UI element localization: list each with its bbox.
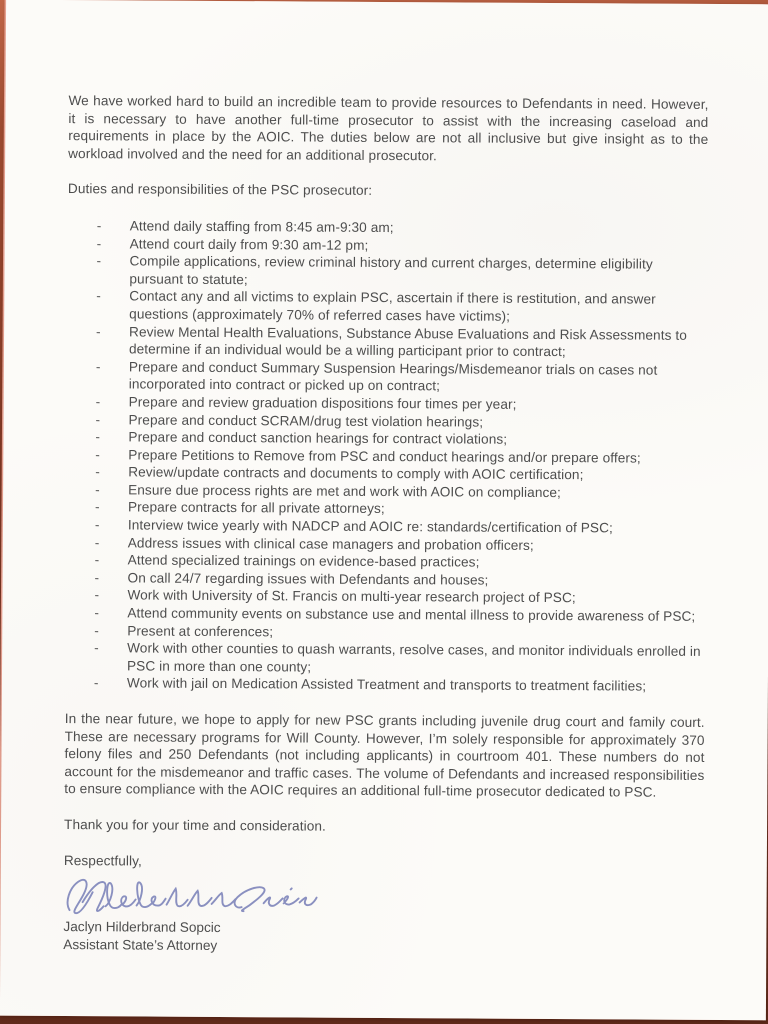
dash-bullet: - bbox=[94, 570, 100, 586]
duty-text: Prepare contracts for all private attorneys; bbox=[127, 499, 385, 517]
dash-bullet: - bbox=[96, 323, 101, 339]
intro-paragraph: We have worked hard to build an incredible team to provide resources to Defendants in need. However, it is necessary to have another full-time prosecutor to assist with the increasing caseload and requirements in place by the AOIC. The duties below are not all inclusive but give insight as to the workload involved and the need for an additional prosecutor. bbox=[68, 93, 709, 164]
duty-text: Review/update contracts and documents to comply with AOIC certification; bbox=[128, 464, 584, 483]
duty-text: Contact any and all victims to explain PSC, ascertain if there is restitution, and answer questions (approximately 70% of referred cases have victims); bbox=[129, 288, 656, 324]
dash-bullet: - bbox=[94, 605, 100, 621]
duty-text: Interview twice yearly with NADCP and AOIC re: standards/certification of PSC; bbox=[127, 517, 613, 536]
dash-bullet: - bbox=[94, 499, 100, 515]
duty-text: Attend daily staffing from 8:45 am-9:30 am; bbox=[129, 218, 394, 236]
handwritten-signature bbox=[66, 872, 704, 922]
duty-list-item bbox=[96, 358, 707, 397]
duty-text: Prepare and review graduation dispositions four times per year; bbox=[128, 394, 517, 412]
duty-text: Work with University of St. Francis on multi-year research project of PSC; bbox=[127, 587, 576, 606]
dash-bullet: - bbox=[94, 552, 100, 568]
duty-list-item bbox=[96, 252, 707, 291]
dash-bullet: - bbox=[96, 288, 101, 304]
duty-list-item bbox=[96, 323, 707, 362]
dash-bullet: - bbox=[95, 446, 101, 462]
dash-bullet: - bbox=[94, 622, 99, 638]
duty-list-item bbox=[96, 288, 707, 327]
dash-bullet: - bbox=[95, 358, 101, 374]
duty-text: Prepare and conduct Summary Suspension Hearings/Misdemeanor trials on cases not incorporated into contract or picked up on contract; bbox=[128, 359, 658, 394]
duty-text: Attend community events on substance use and mental illness to provide awareness of PSC; bbox=[127, 605, 696, 624]
duty-text: Review Mental Health Evaluations, Substance Abuse Evaluations and Risk Assessments to determine if an individual would be a willing participant prior to contract; bbox=[128, 323, 687, 360]
duty-text: Work with jail on Medication Assisted Treatment and transports to treatment facilities; bbox=[126, 675, 647, 694]
valediction: Respectfully, bbox=[63, 852, 143, 869]
dash-bullet: - bbox=[94, 640, 99, 656]
duty-text: Attend specialized trainings on evidence-based practices; bbox=[127, 552, 480, 570]
duty-text: Ensure due process rights are met and work with AOIC on compliance; bbox=[128, 482, 562, 500]
duty-text: Work with other counties to quash warrants, resolve cases, and monitor individuals enrolled in PSC in more than one county; bbox=[126, 640, 701, 675]
duty-text: Prepare Petitions to Remove from PSC and conduct hearings and/or prepare offers; bbox=[128, 447, 641, 466]
duty-list-item bbox=[94, 675, 705, 696]
signature-ink-icon bbox=[66, 872, 318, 920]
dash-bullet: - bbox=[95, 429, 101, 445]
dash-bullet: - bbox=[95, 482, 100, 498]
dash-bullet: - bbox=[95, 394, 101, 410]
dash-bullet: - bbox=[96, 253, 102, 269]
dash-bullet: - bbox=[94, 517, 100, 533]
dash-bullet: - bbox=[96, 218, 102, 234]
dash-bullet: - bbox=[96, 235, 102, 251]
dash-bullet: - bbox=[94, 587, 100, 603]
signer-title: Assistant State’s Attorney bbox=[63, 936, 218, 953]
thank-you-line: Thank you for your time and consideration. bbox=[64, 817, 326, 834]
duties-heading: Duties and responsibilities of the PSC prosecutor: bbox=[67, 181, 373, 199]
duty-text: On call 24/7 regarding issues with Defendants and houses; bbox=[127, 570, 489, 588]
dash-bullet: - bbox=[95, 411, 101, 427]
signer-block bbox=[63, 918, 703, 957]
dash-bullet: - bbox=[95, 464, 100, 480]
dash-bullet: - bbox=[94, 534, 100, 550]
dash-bullet: - bbox=[93, 675, 99, 691]
duty-text: Prepare and conduct sanction hearings for contract violations; bbox=[128, 429, 508, 447]
duty-text: Compile applications, review criminal history and current charges, determine eligibility pursuant to statute; bbox=[129, 253, 653, 287]
duty-text: Address issues with clinical case managers and probation officers; bbox=[127, 535, 534, 553]
duty-text: Prepare and conduct SCRAM/drug test violation hearings; bbox=[128, 411, 484, 430]
closing-paragraph: In the near future, we hope to apply for new PSC grants including juvenile drug court and family court. These are necessary programs for Will County. However, I’m solely responsible for approximately 370 felony files and 250 Defendants (not including applicants) in courtroom 401. These numbers do not account for the misdemeanor and traffic cases. The volume of Defendants and increased responsibilities to ensure compliance with the AOIC requires an additional full-time prosecutor dedicated to PSC. bbox=[64, 711, 705, 801]
signer-name: Jaclyn Hilderbrand Sopcic bbox=[63, 919, 221, 936]
duties-list bbox=[65, 217, 708, 696]
duty-list-item bbox=[94, 639, 705, 678]
duty-text: Attend court daily from 9:30 am-12 pm; bbox=[129, 235, 369, 253]
duty-text: Present at conferences; bbox=[127, 623, 274, 639]
